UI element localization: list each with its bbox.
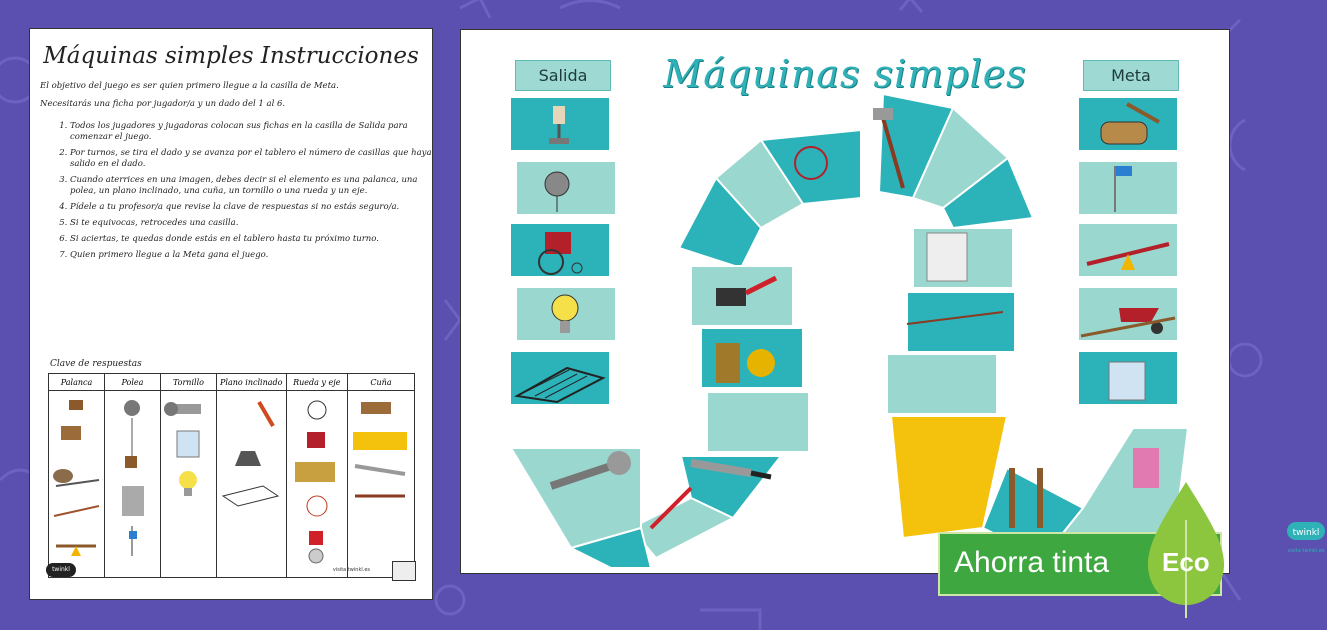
step-item: 7. Quien primero llegue a la Meta gana el juego. xyxy=(70,250,445,261)
column-header: Rueda y eje xyxy=(286,374,347,391)
sheet-intro-materials: Necesitarás una ficha por jugador/a y un dado del 1 al 6. xyxy=(40,99,286,109)
lever-icons xyxy=(51,396,101,566)
answers-title: Clave de respuestas xyxy=(50,359,142,369)
answer-cell-palanca xyxy=(49,391,105,578)
footer-url: visita twinkl.es xyxy=(332,567,370,573)
tile-wheelbarrow xyxy=(1077,286,1179,342)
steps-list xyxy=(50,121,445,266)
game-board xyxy=(460,29,1325,574)
tile-jar xyxy=(1077,350,1179,406)
sheet-intro-objective: El objetivo del juego es ser quien primero llegue a la casilla de Meta. xyxy=(40,81,339,91)
step-item: 3. Cuando aterrices en una imagen, debes decir si el elemento es una palanca, una polea, un plano inclinado, una cuña, un tornillo o una rueda y un eje. xyxy=(70,175,445,197)
wheel-axle-icons xyxy=(289,396,344,566)
screw-jar-bulb-icons xyxy=(163,396,213,566)
sheet-footer xyxy=(46,563,416,583)
blinds-icon xyxy=(927,233,967,281)
seesaw-icon xyxy=(1079,224,1177,276)
svg-text:visita twinkl.es: visita twinkl.es xyxy=(1287,548,1325,554)
tile-log-hammer xyxy=(1077,96,1179,152)
column-header: Plano inclinado xyxy=(216,374,286,391)
answer-cell-tornillo xyxy=(160,391,216,578)
start-label: Salida xyxy=(515,60,611,91)
flag-icon xyxy=(1079,162,1177,214)
step-item: 2. Por turnos, se tira el dado y se avanza por el tablero el número de casillas que haya salido en el dado. xyxy=(70,148,445,170)
sheet-title: Máquinas simples Instrucciones xyxy=(43,43,419,69)
jar-icon xyxy=(1079,352,1177,404)
answer-cell-polea xyxy=(104,391,160,578)
answer-cell-cuna xyxy=(348,391,415,578)
tile-seesaw xyxy=(1077,222,1179,278)
answer-cell-rueda-y-eje xyxy=(286,391,347,578)
twinkl-logo: twinkl xyxy=(46,563,76,577)
column-header: Polea xyxy=(104,374,160,391)
wedge-icons xyxy=(351,396,411,566)
column-header: Tornillo xyxy=(160,374,216,391)
answer-cell-plano-inclinado xyxy=(216,391,286,578)
answer-key-table xyxy=(48,373,415,578)
step-item: 6. Si aciertas, te quedas donde estás en el tablero hasta tu próximo turno. xyxy=(70,234,445,245)
wedge-icon xyxy=(1079,98,1177,150)
svg-text:twinkl: twinkl xyxy=(1292,528,1320,538)
twinkl-logo xyxy=(1287,522,1327,556)
eco-word: Eco xyxy=(1162,547,1210,577)
column-header: Palanca xyxy=(49,374,105,391)
eco-badge-text: Ahorra tinta xyxy=(954,546,1110,579)
step-item: 5. Si te equivocas, retrocedes una casilla. xyxy=(70,218,445,229)
column-header: Cuña xyxy=(348,374,415,391)
goal-label: Meta xyxy=(1083,60,1179,91)
board-path-left xyxy=(511,88,881,558)
tile-flag xyxy=(1077,160,1179,216)
step-item: 1. Todos los jugadores y jugadoras colocan sus fichas en la casilla de Salida para comenzar el juego. xyxy=(70,121,445,143)
instructions-sheet xyxy=(29,28,433,600)
pulley-icons xyxy=(107,396,157,566)
incline-icons xyxy=(221,396,281,566)
board-title: Máquinas simples xyxy=(663,52,1027,96)
wheelbarrow-icon xyxy=(1079,288,1177,340)
step-item: 4. Pídele a tu profesor/a que revise la clave de respuestas si no estás seguro/a. xyxy=(70,202,445,213)
footer-badge xyxy=(392,561,416,581)
